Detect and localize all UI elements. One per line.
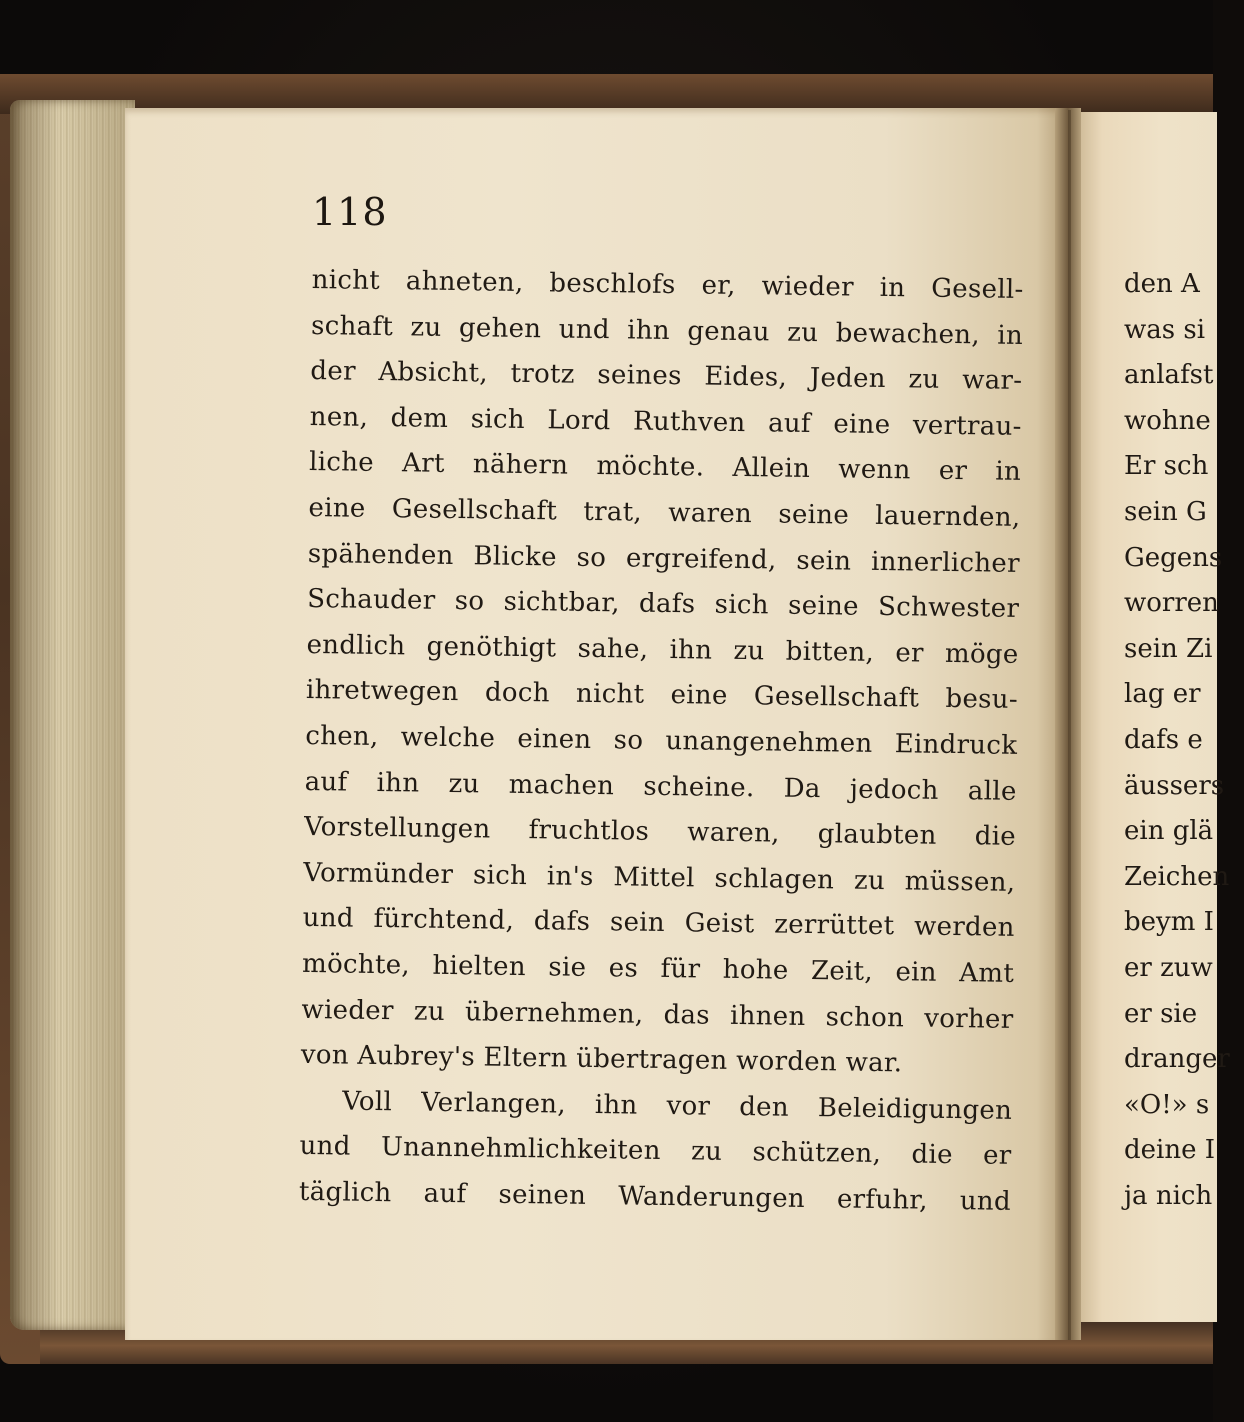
text-line: eine Gesellschaft trat, waren seine lauernden, <box>308 492 1021 533</box>
text-line: spähenden Blicke so ergreifend, sein innerlicher <box>307 538 1021 579</box>
right-page-text <box>1124 262 1244 1219</box>
text-line: Voll Verlangen, ihn vor den Beleidigungen <box>342 1086 1013 1126</box>
text-line: endlich genöthigt sahe, ihn zu bitten, er möge <box>306 629 1019 670</box>
page-number: 118 <box>312 190 388 234</box>
text-line: äussers <box>1124 770 1225 801</box>
text-line: er sie <box>1124 998 1198 1029</box>
text-line: anlafst <box>1124 360 1214 391</box>
text-line: ihretwegen doch nicht eine Gesellschaft besu- <box>305 675 1019 716</box>
page-block-shade <box>10 100 135 1330</box>
text-line: lag er <box>1124 679 1201 710</box>
text-line: und Unannehmlichkeiten zu schützen, die er <box>299 1131 1012 1172</box>
text-line: ja nich <box>1124 1180 1213 1211</box>
text-line: was si <box>1124 314 1206 345</box>
gutter-crease <box>1068 110 1071 1340</box>
text-line: Vorstellungen fruchtlos waren, glaubten die <box>303 812 1017 853</box>
text-line: täglich auf seinen Wanderungen erfuhr, und <box>298 1176 1012 1217</box>
text-line: Er sch <box>1124 451 1209 482</box>
text-line: Vormünder sich in's Mittel schlagen zu müssen, <box>303 857 1016 898</box>
text-line: und fürchtend, dafs sein Geist zerrüttet werden <box>302 903 1015 944</box>
text-line: chen, welche einen so unangenehmen Eindruck <box>305 720 1018 761</box>
text-line: nen, dem sich Lord Ruthven auf eine vertrau- <box>309 401 1022 442</box>
text-line: von Aubrey's Eltern übertragen worden war. <box>300 1040 903 1079</box>
text-line: dafs e <box>1124 724 1203 755</box>
text-line: wieder zu übernehmen, das ihnen schon vorher <box>301 994 1014 1035</box>
text-line: dranger <box>1124 1044 1230 1075</box>
text-line: den A <box>1124 269 1200 299</box>
text-line: beym I <box>1124 907 1214 938</box>
text-line: schaft zu gehen und ihn genau zu bewachen, in <box>310 310 1024 351</box>
text-line: ein glä <box>1124 816 1214 847</box>
text-line: auf ihn zu machen scheine. Da jedoch alle <box>304 766 1017 807</box>
text-line: sein Zi <box>1124 633 1213 664</box>
text-line: nicht ahneten, beschlofs er, wieder in Gesell- <box>311 264 1024 305</box>
text-line: möchte, hielten sie es für hohe Zeit, ein Amt <box>301 948 1015 989</box>
text-line: er zuw <box>1124 952 1213 983</box>
text-line: sein G <box>1124 496 1207 527</box>
text-line: Zeichen <box>1124 861 1230 892</box>
left-page-text <box>299 258 1024 1225</box>
text-line: Schauder so sichtbar, dafs sich seine Schwester <box>307 584 1020 625</box>
text-line: worren <box>1124 588 1219 619</box>
text-line: liche Art nähern möchte. Allein wenn er in <box>308 447 1022 488</box>
text-line: Gegens <box>1124 542 1223 573</box>
text-line: der Absicht, trotz seines Eides, Jeden zu war- <box>310 356 1023 397</box>
text-line: deine I <box>1124 1135 1216 1166</box>
text-line: «O!» s <box>1124 1089 1210 1120</box>
text-line: wohne <box>1124 405 1211 436</box>
